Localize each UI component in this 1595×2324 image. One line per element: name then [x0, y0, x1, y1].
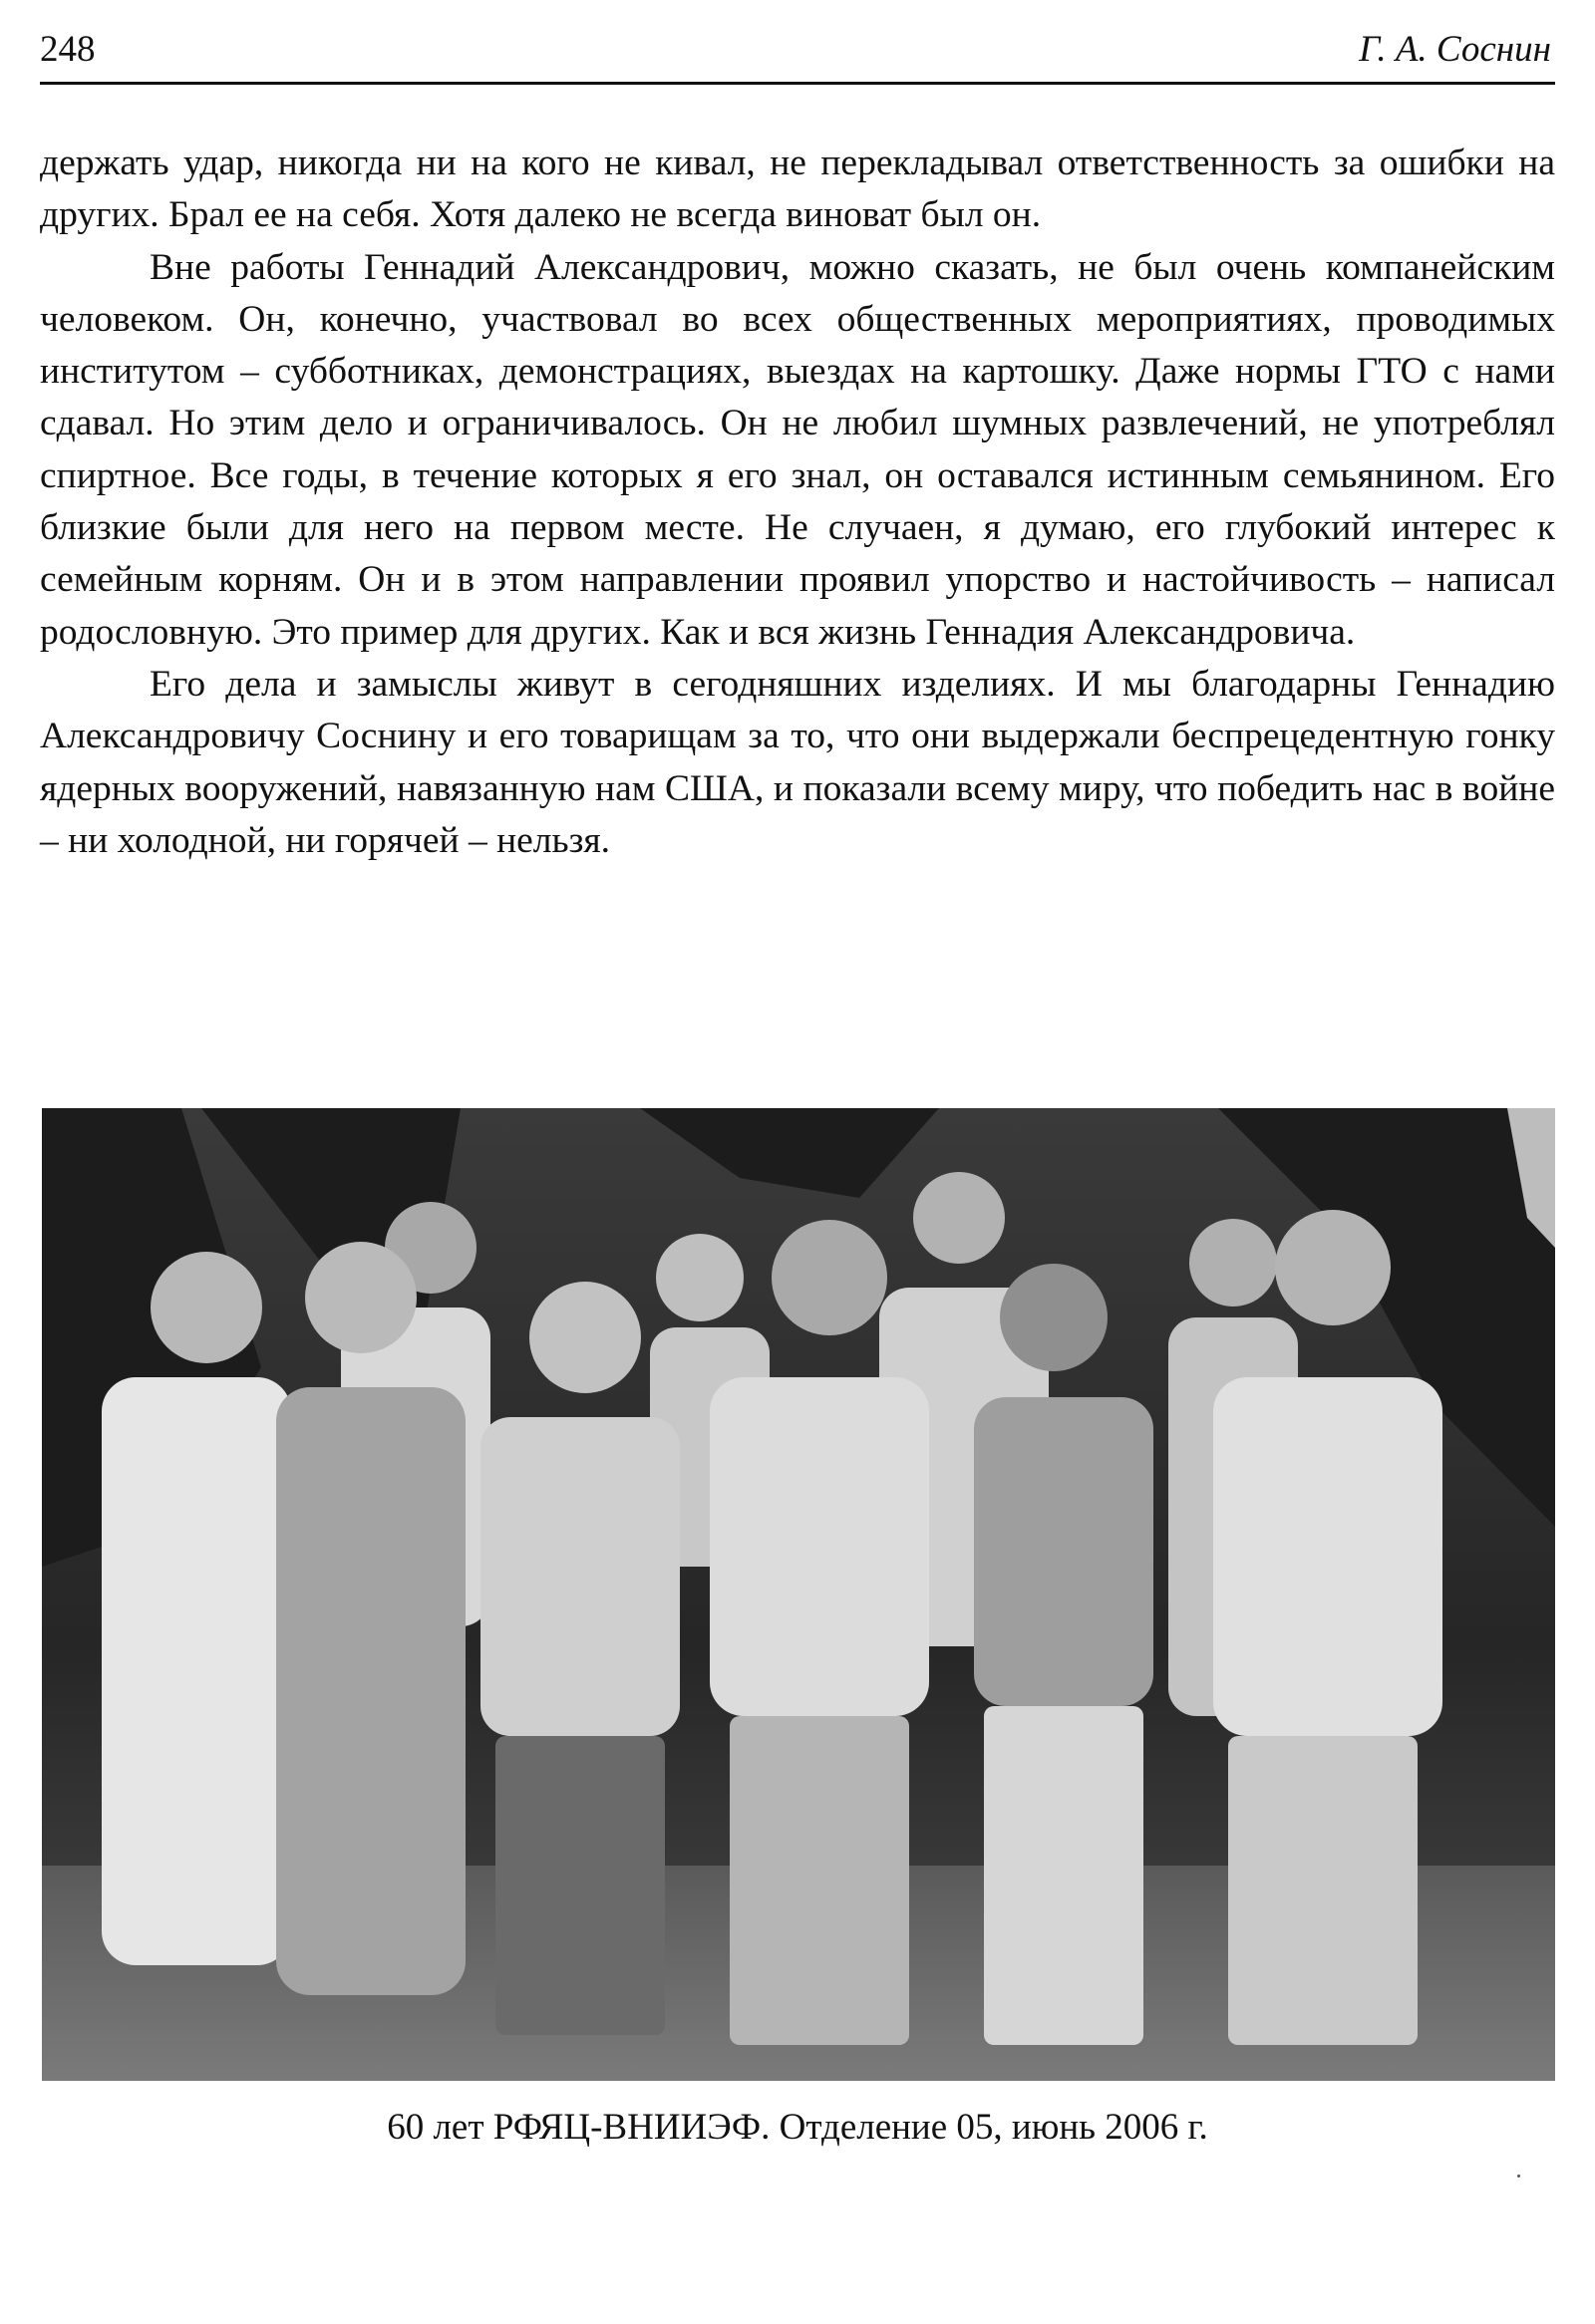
paragraph-3: Его дела и замыслы живут в сегодняшних изделиях. И мы благодарны Геннадию Александровичу Соснину и его товарищам за то, что они выдержали беспрецедентную гонку ядерных вооружений, навязанную нам США, и показали всему миру, что победить нас в войне – ни холодной, ни горячей – нельзя.	[40, 663, 1555, 861]
group-photo	[42, 1108, 1555, 2081]
photo-caption: 60 лет РФЯЦ-ВНИИЭФ. Отделение 05, июнь 2006 г.	[387, 2107, 1208, 2148]
paragraph-1: держать удар, никогда ни на кого не кивал, не перекладывал ответственность за ошибки на других. Брал ее на себя. Хотя далеко не всегда виноват был он.	[40, 143, 1555, 236]
running-head: Г. А. Соснин	[1359, 29, 1551, 70]
page-header	[40, 22, 1555, 85]
page-number: 248	[40, 29, 96, 70]
body-text	[40, 138, 1555, 867]
scan-speck	[1517, 2175, 1520, 2178]
paragraph-2: Вне работы Геннадий Александрович, можно сказать, не был очень компанейским человеком. Он, конечно, участвовал во всех общественных мероприятиях, проводимых институтом – субботниках, демонстрациях, выездах на картошку. Даже нормы ГТО с нами сдавал. Но этим дело и ограничивалось. Он не любил шумных развлечений, не употреблял спиртное. Все годы, в течение которых я его знал, он оставался истинным семьянином. Его близкие были для него на первом месте. Не случаен, я думаю, его глубокий интерес к семейным корням. Он и в этом направлении проявил упорство и настойчивость – написал родословную. Это пример для других. Как и вся жизнь Геннадия Александровича.	[40, 246, 1555, 653]
group-photo-illustration	[42, 1108, 1555, 2081]
